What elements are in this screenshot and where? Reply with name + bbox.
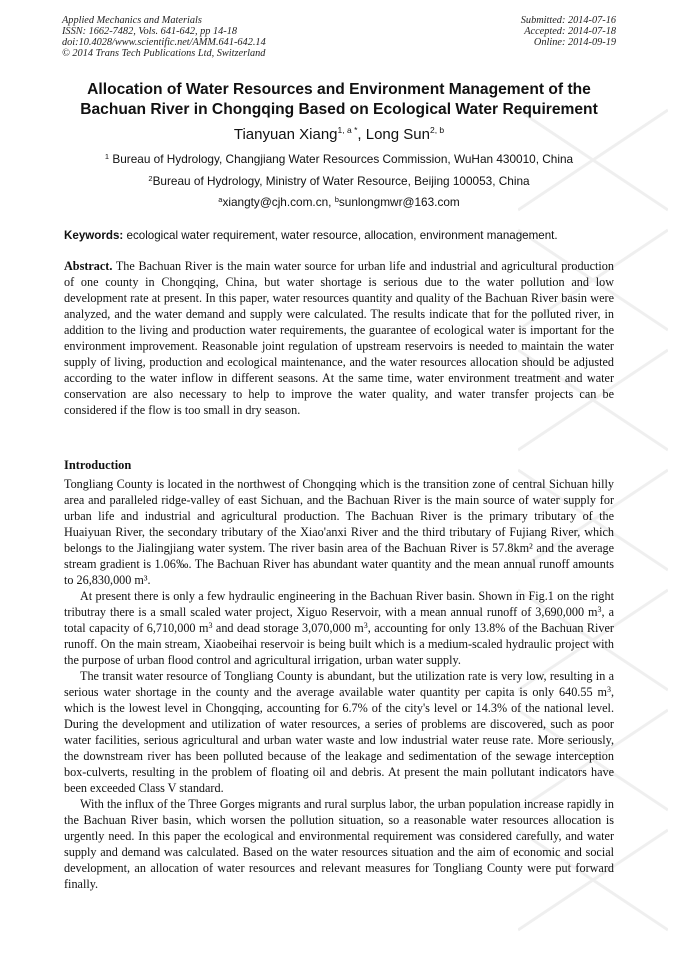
intro-paragraph-3 bbox=[64, 668, 614, 796]
accepted-date: Accepted: 2014-07-18 bbox=[524, 26, 616, 37]
keywords-label: Keywords: bbox=[64, 229, 124, 242]
email-b: sunlongmwr@163.com bbox=[338, 195, 460, 209]
p3-part-a: The transit water resource of Tongliang County is abundant, but the utilization rate is very low, resulting in a serious water shortage in the county and the average available water quantity per capita is only 640.55 m bbox=[64, 669, 614, 699]
author-1-sup: 1, a * bbox=[337, 125, 358, 135]
aff-1-sup: 1 bbox=[104, 152, 110, 161]
author-1-name: Tianyuan Xiang bbox=[233, 126, 338, 143]
affiliation-1 bbox=[40, 152, 638, 166]
introduction-body bbox=[64, 476, 614, 892]
keywords-text: ecological water requirement, water resource, allocation, environment management. bbox=[123, 229, 558, 242]
abstract bbox=[64, 258, 614, 418]
dates-info bbox=[521, 15, 616, 48]
author-list bbox=[40, 126, 638, 144]
p2-sup-1: 3 bbox=[597, 605, 602, 614]
p2-part-a: At present there is only a few hydraulic engineering in the Bachuan River basin. Shown in Fig.1 on the right tributray there is a small scaled water project, Xiguo Reservoir, with a mean annual runoff of 3,690,000 m bbox=[64, 589, 614, 619]
abstract-text: The Bachuan River is the main water source for urban life and industrial and agricultural production of one county in Chongqing, China, but water shortage is serious due to the water pollution and low development rate at present. In this paper, water resources quantity and quality of the Bachuan River basin were analyzed, and the water demand and supply were calculated. The results indicate that for the polluted river, in addition to the living and production water requirements, the guarantee of ecological water is important for the environment improvement. Reasonable joint regulation of upstream reservoirs is needed to maintain the water supply of living, production and ecological maintenance, and the water resources allocation should be adjusted according to the water inflow in different seasons. At the same time, water environment treatment and water conservation are also necessary to help to improve the water quality, and water transfer projects can be considered if the flow is too small in dry season. bbox=[64, 259, 614, 417]
p2-part-c: and dead storage 3,070,000 m bbox=[212, 621, 364, 635]
aff-1-text: Bureau of Hydrology, Changjiang Water Resources Commission, WuHan 430010, China bbox=[109, 152, 574, 166]
journal-name: Applied Mechanics and Materials bbox=[62, 15, 202, 26]
author-2-name: Long Sun bbox=[365, 126, 430, 143]
author-2-sup: 2, b bbox=[429, 125, 445, 135]
title-line-1: Allocation of Water Resources and Environment Management of the bbox=[87, 81, 591, 98]
intro-paragraph-1: Tongliang County is located in the northwest of Chongqing which is the transition zone of central Sichuan hilly area and paralleled ridge-valley of east Sichuan, and the Bachuan River is the main source of water supply for urban life and industrial and agricultural production. The Bachuan River is the primary tributary of the Huaiyuan River, the secondary tributary of the Xiao'anxi River and the third tributary of Fujiang River, which belongs to the Jialingjiang water system. The river basin area of the Bachuan River is 57.8km² and the average stream gradient is 1.06‰. The Bachuan River has abundant water quantity and the mean annual runoff amounts to 26,830,000 m³. bbox=[64, 477, 614, 587]
doi-line: doi:10.4028/www.scientific.net/AMM.641-642.14 bbox=[62, 37, 266, 48]
section-heading-introduction: Introduction bbox=[64, 458, 132, 472]
intro-paragraph-4: With the influx of the Three Gorges migrants and rural surplus labor, the urban population increase rapidly in the Bachuan River basin, which worsen the pollution situation, so a reasonable water resources allocation is urgently need. In this paper the ecological and environmental requirement was considered carefully, and water supply and demand was calculated. Based on the water resources situation and the aim of economic and social development, an allocation of water resources and relevant measures for Tongliang County were put forward finally. bbox=[64, 797, 614, 891]
p3-part-b: , which is the lowest level in Chongqing, accounting for 6.7% of the city's level or 14.3% of the national level. During the development and utilization of water resources, a series of problems are discovered, such as poor water facilities, serious agricultural and urban water waste and low industrial water reuse rate. More seriously, the downstream river has been polluted because of the leakage and sedimentation of the sewage interception box-culverts, resulting in the problem of floating oil and debris. At present the main pollutant indicators have been exceeded Class V standard. bbox=[64, 685, 614, 795]
p2-sup-3: 3 bbox=[363, 621, 368, 630]
aff-2-text: Bureau of Hydrology, Ministry of Water Resource, Beijing 100053, China bbox=[152, 174, 530, 188]
p2-part-b: , a total capacity of 6,710,000 m bbox=[64, 605, 614, 635]
affiliation-2 bbox=[40, 174, 638, 188]
email-a: xiangty@cjh.com.cn, bbox=[222, 195, 335, 209]
journal-info bbox=[62, 15, 266, 59]
author-separator: , bbox=[357, 126, 366, 143]
issn-line: ISSN: 1662-7482, Vols. 641-642, pp 14-18 bbox=[62, 26, 238, 37]
submitted-date: Submitted: 2014-07-16 bbox=[520, 15, 616, 26]
abstract-label: Abstract. bbox=[64, 259, 113, 273]
title-line-2: Bachuan River in Chongqing Based on Ecological Water Requirement bbox=[80, 100, 598, 118]
intro-paragraph-2 bbox=[64, 588, 614, 668]
p3-sup: 3 bbox=[606, 685, 611, 694]
p2-part-d: , accounting for only 13.8% of the Bachuan River runoff. On the main stream, Xiaobeihai reservoir is being built which is a medium-scaled hydraulic project with the purpose of urban flood control and agricultural irrigation, urban water supply. bbox=[64, 621, 614, 667]
online-date: Online: 2014-09-19 bbox=[533, 37, 616, 48]
copyright-line: © 2014 Trans Tech Publications Ltd, Switzerland bbox=[62, 48, 266, 59]
email-a-sup: a bbox=[218, 195, 223, 204]
p2-sup-2: 3 bbox=[208, 621, 213, 630]
keywords bbox=[64, 229, 624, 243]
email-b-sup: b bbox=[334, 195, 339, 204]
paper-title bbox=[40, 80, 638, 119]
emails bbox=[40, 195, 638, 209]
aff-2-sup: 2 bbox=[148, 174, 153, 183]
